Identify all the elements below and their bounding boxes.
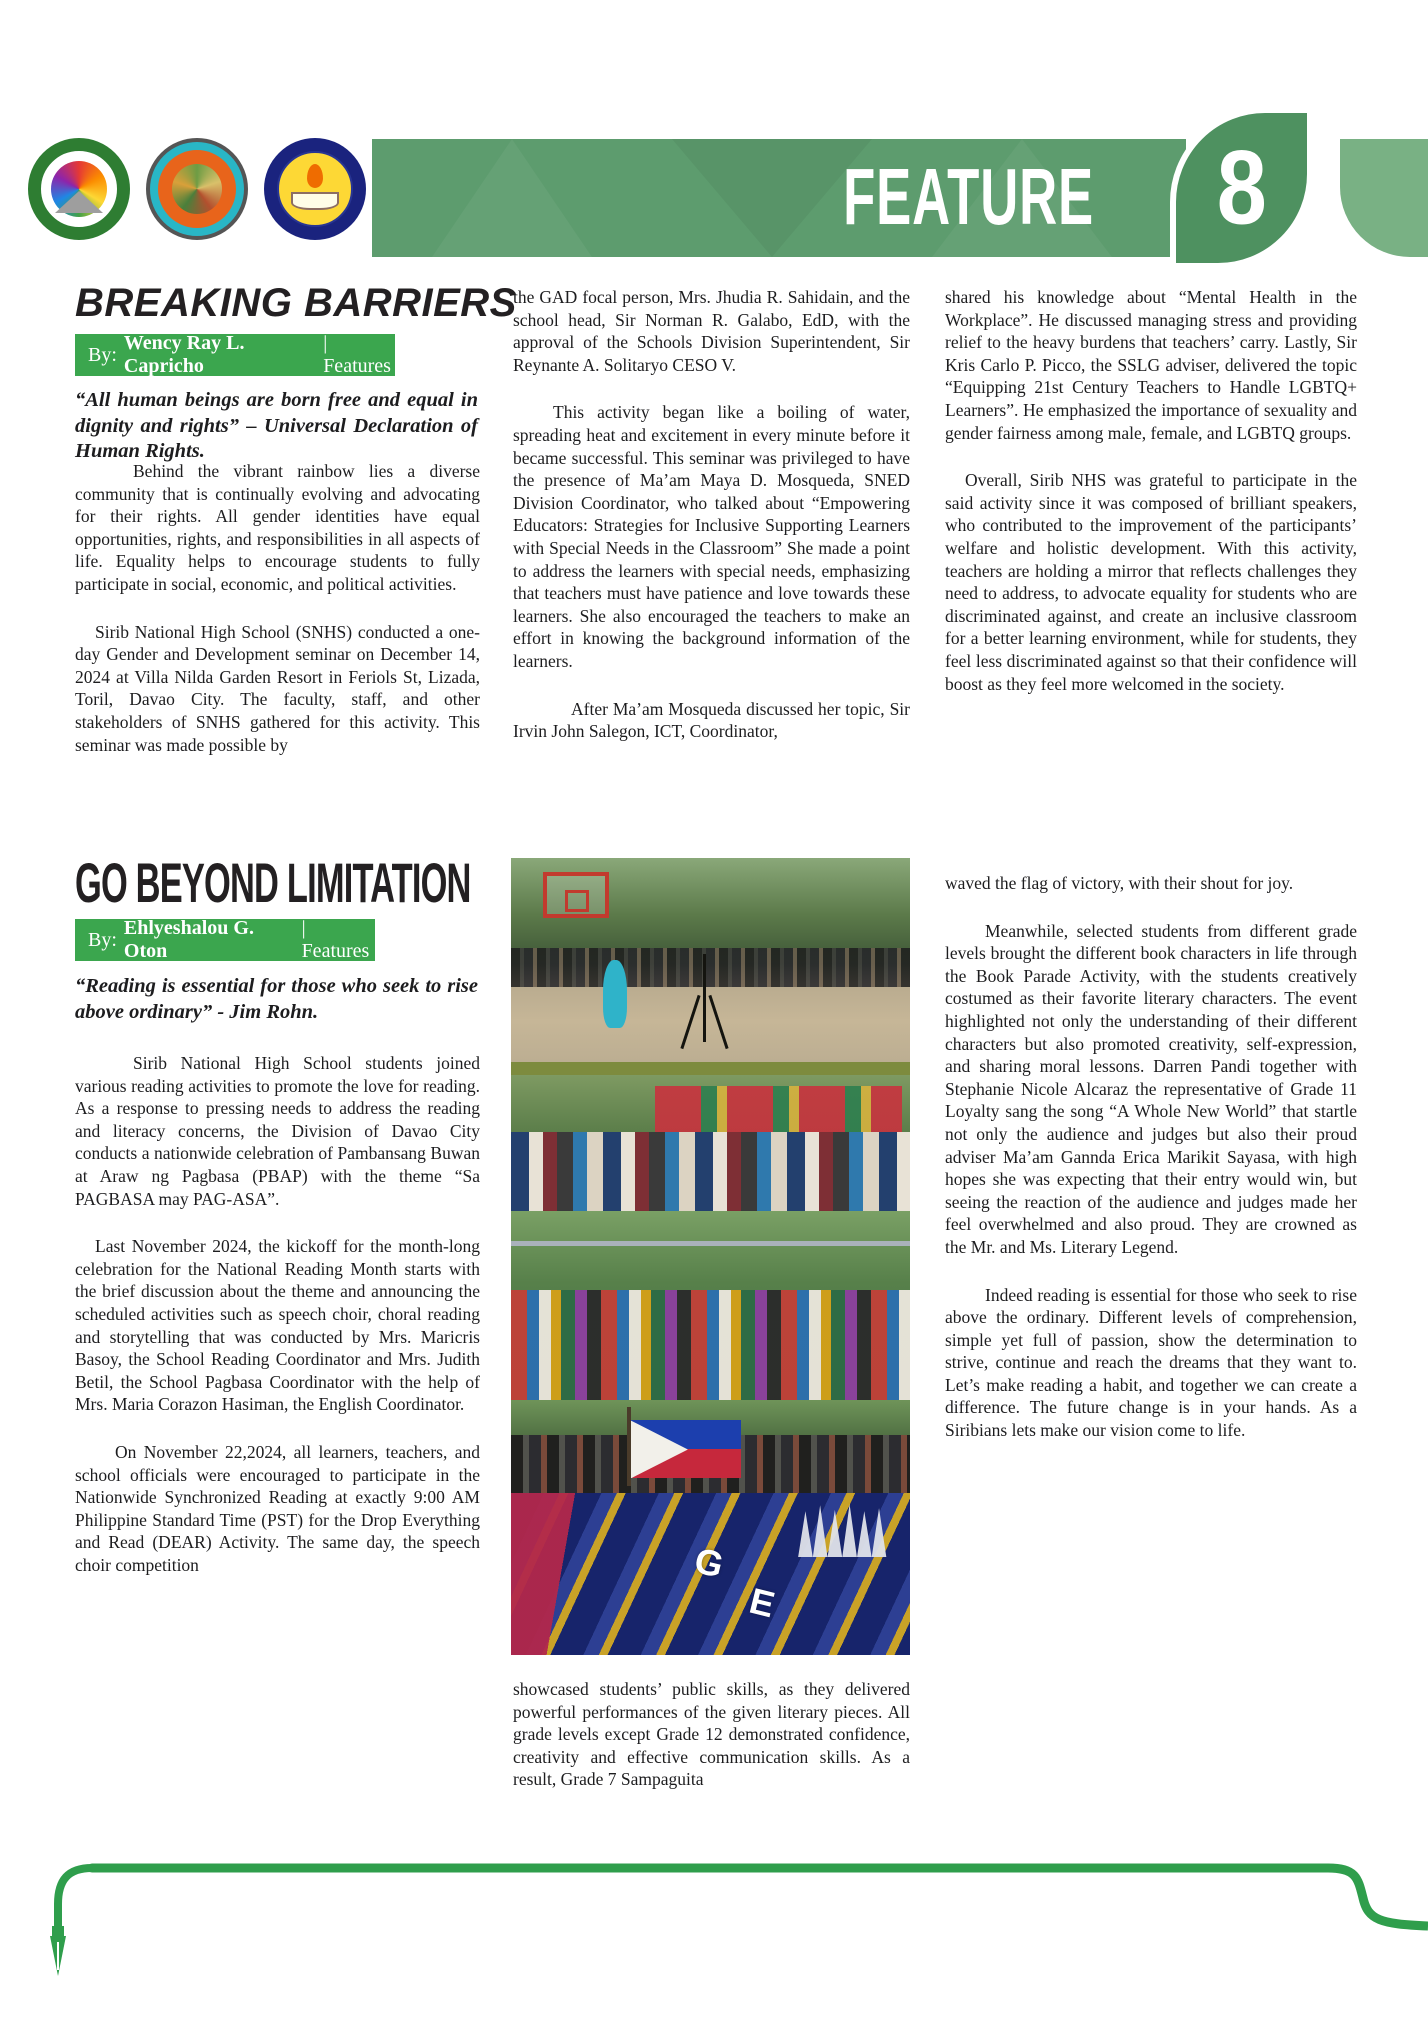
city-of-davao-seal-logo [146,138,248,240]
paragraph: Meanwhile, selected students from different grade levels brought the different book characters in life through the Book Parade Activity, with the students creatively costumed as their favorite literary characters. The event highlighted not only the understanding of their different characters but also promoted creativity, self-expression, and sharing moral lessons. Darren Pandi together with Stephanie Nicole Alcaraz the representative of Grade 11 Loyalty sang the song “A Whole New World” that startle not only the audience and judges but also their proud adviser Ma’am Gannda Erica Marikit Sayasa, with high hopes she was expecting that their entry would win, but seeing the reaction of the audience and judges made her feel overwhelmed and also proud. They are crowned as the Mr. and Ms. Literary Legend. [945,920,1357,1257]
seal-center [172,164,222,214]
camera-tripod [703,954,706,1042]
article2-photo-stack [511,858,910,1655]
article2-column1 [75,1052,480,1601]
article1-column2 [513,286,910,768]
mountain-icon [55,191,103,213]
people-row [511,1132,910,1211]
byline-prefix: By: [88,928,117,951]
byline-prefix: By: [88,343,117,366]
article1-byline [75,334,395,376]
paragraph: Behind the vibrant rainbow lies a diverse community that is continually evolving and advocating for their rights. All gender identities have equal opportunities, rights, and responsibilities in all aspects of life. Equality helps to encourage students to fully participate in social, economic, and political activities. [75,461,480,594]
byline-section: | Features [301,917,370,962]
byline-section: | Features [323,332,391,377]
crowd [511,948,910,987]
paragraph: Sirib National High School (SNHS) conducted a one-day Gender and Development seminar on December 14, 2024 at Villa Nilda Garden Resort in Feriols St, Lizada, Toril, Davao City. The faculty, staff, and other stakeholders of SNHS gathered for this activity. This seminar was made possible by [75,621,480,755]
flame-icon [307,164,323,188]
article1-title: BREAKING BARRIERS [75,281,517,325]
open-book-icon [291,192,339,210]
section-banner [372,139,1186,257]
pavilion-roof [511,1241,910,1246]
davao-city-division-seal-logo [28,138,130,240]
philippine-flag [631,1420,741,1478]
sirib-nhs-seal-logo [264,138,366,240]
performer [603,960,627,1028]
paragraph: Sirib National High School students joined various reading activities to promote the love for reading. As a response to pressing needs to address the reading and literacy concerns, the Division of Davao City conducts a nationwide celebration of Pambansang Buwan at Araw ng Pagbasa (PBAP) with the theme “Sa PAGBASA may PAG-ASA”. [75,1053,480,1209]
article2-column3 [945,872,1357,1467]
photo-divider [511,1062,910,1075]
article2-byline [75,919,375,961]
article2-quote: “Reading is essential for those who seek to rise above ordinary” - Jim Rohn. [75,975,478,1023]
banner-tail-shape [1340,139,1428,257]
crown-icon [798,1499,890,1557]
paragraph: waved the flag of victory, with their shout for joy. [945,873,1294,893]
paragraph: On November 22,2024, all learners, teachers, and school officials were encouraged to participate in the Nationwide Synchronized Reading at exactly 9:00 AM Philippine Standard Time (PST) for the Drop Everything and Read (DEAR) Activity. The same day, the speech choir competition [75,1441,480,1575]
byline-author: Ehlyeshalou G. Oton [123,917,254,962]
costumed-crowd [511,1290,910,1400]
article2-title: GO BEYOND LIMITATION [75,852,471,915]
paragraph: shared his knowledge about “Mental Health in the Workplace”. He discussed managing stress and providing relief to the heavy burdens that teachers’ carry. Lastly, Sir Kris Carlo P. Picco, the SSLG adviser, delivered the topic “Equipping 21st Century Teachers to Handle LGBTQ+ Learners”. He emphasized the importance of sexuality and gender fairness among male, female, and LGBTQ groups. [945,287,1357,443]
speech-choir-on-court-photo [511,858,910,1062]
paragraph: showcased students’ public skills, as they delivered powerful performances of the given literary pieces. All grade levels except Grade 12 demonstrated confidence, creativity and effective communication skills. As a result, Grade 7 Sampaguita [513,1679,910,1790]
paragraph: the GAD focal person, Mrs. Jhudia R. Sahidain, and the school head, Sir Norman R. Galabo, EdD, with the approval of the Schools Division Superintendent, Sir Reynante A. Solitaryo CESO V. [513,287,910,375]
section-label: FEATURE [842,153,1094,243]
students-with-philippine-flag-photo [511,1400,910,1493]
pen-nib-icon [50,1926,66,1976]
article1-column1 [75,460,480,781]
literary-legend-sash-crown-photo [511,1493,910,1655]
paragraph: This activity began like a boiling of water, spreading heat and excitement in every minute before it became successful. This seminar was privileged to have the presence of Ma’am Maya D. Mosqueda, SNED Division Coordinator, who talked about “Empowering Educators: Strategies for Inclusive Supporting Learners with Special Needs in the Classroom” She made a point to address the learners with special needs, emphasizing that teachers must have patience and love towards these learners. She also encouraged the teachers to make an effort in knowing the background information of the learners. [513,402,910,671]
seal-ring [277,151,353,227]
book-parade-winners-stage-photo [511,1075,910,1211]
paragraph: After Ma’am Mosqueda discussed her topic, Sir Irvin John Salegon, ICT, Coordinator, [513,698,910,742]
article2-column2 [513,1678,910,1816]
footer-pen-flourish [0,1830,1428,2028]
paragraph: Overall, Sirib NHS was grateful to participate in the said activity since it was composed of brilliant speakers, who contributed to the improvement of the participants’ welfare and holistic development. With this activity, teachers are holding a mirror that reflects challenges they need to address, to advocate equality for students who are discriminated against, and create an inclusive classroom for a better learning environment, while for students, they feel less discriminated against so that their confidence will boost as they feel more welcomed in the society. [945,470,1357,694]
header-logos [28,138,366,240]
sash-letter: E [745,1579,780,1626]
basketball-hoop [543,872,609,918]
article1-column3 [945,286,1357,720]
page-number: 8 [1216,129,1267,247]
article1-quote: “All human beings are born free and equal in dignity and rights” – Universal Declaration of Human Rights. [75,389,478,462]
page-number-badge [1170,107,1313,269]
paragraph: Last November 2024, the kickoff for the month-long celebration for the National Reading Month starts with the brief discussion about the theme and announcing the scheduled activities such as speech choir, choral reading and storytelling that was conducted by Mrs. Maricris Basoy, the School Reading Coordinator and Mrs. Judith Betil, the School Pagbasa Coordinator with the help of Mrs. Maria Corazon Hasiman, the English Coordinator. [75,1236,480,1415]
byline-author: Wency Ray L. Capricho [123,332,245,377]
sash-letter: G [690,1538,728,1586]
paragraph: Indeed reading is essential for those who seek to rise above the ordinary. Different levels of comprehension, simple yet full of passion, show the determination to strive, continue and reach the dreams that they want to. Let’s make reading a habit, and together we can create a difference. The future change is in your hands. As a Siribians lets make our vision come to life. [945,1284,1357,1441]
costumed-students-parade-photo [511,1211,910,1400]
